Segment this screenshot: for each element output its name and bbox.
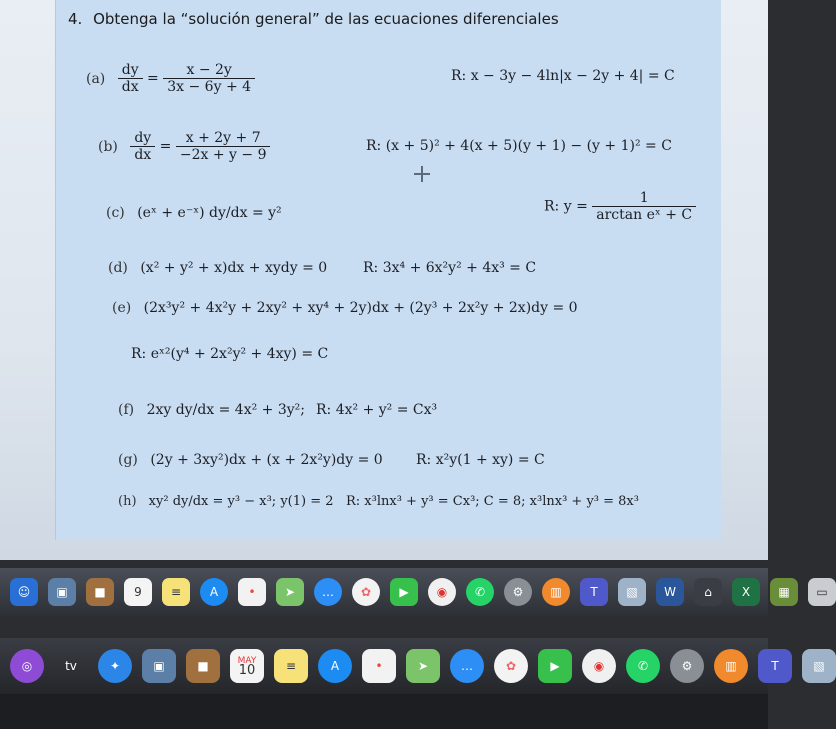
rhs-fraction [176, 130, 271, 163]
keynote-icon[interactable]: ⌂ [694, 578, 722, 606]
excel-icon[interactable]: X [732, 578, 760, 606]
notes-icon[interactable]: ≡ [274, 649, 308, 683]
frac-bot: −2x + y − 9 [179, 147, 267, 163]
frac-bot: dx [134, 147, 152, 163]
equation-e [112, 300, 578, 316]
maps-icon[interactable]: ➤ [406, 649, 440, 683]
calendar-day: 10 [238, 663, 256, 678]
equation-text: (x² + y² + x)dx + xydy = 0 [140, 260, 328, 276]
equation-h [118, 494, 334, 509]
contacts-icon[interactable]: ■ [86, 578, 114, 606]
frac-top: dy [130, 130, 155, 147]
equation-d [108, 260, 327, 276]
frac-top: x − 2y [163, 62, 255, 79]
item-label: (f) [118, 402, 135, 418]
equation-f [118, 402, 305, 418]
calendar-icon[interactable] [230, 649, 264, 683]
equation-text: 2xy dy/dx = 4x² + 3y²; [146, 402, 305, 418]
item-label: (g) [118, 452, 138, 468]
problem-number: 4. [68, 10, 83, 28]
item-label: (c) [106, 205, 125, 221]
crosshair-cursor-icon [414, 166, 430, 182]
answer-c [544, 190, 696, 223]
safari-icon[interactable]: ✦ [98, 649, 132, 683]
chrome-icon[interactable]: ◉ [582, 649, 616, 683]
reminders-icon[interactable]: • [238, 578, 266, 606]
trash-icon[interactable]: ▭ [808, 578, 836, 606]
books-icon[interactable]: ▥ [542, 578, 570, 606]
page-title [68, 10, 559, 28]
settings-icon[interactable]: ⚙ [504, 578, 532, 606]
frac-bot: dx [121, 79, 139, 95]
frac-bot: arctan eˣ + C [596, 207, 693, 223]
app-store-icon[interactable]: A [318, 649, 352, 683]
derivative [118, 62, 143, 95]
messages-icon[interactable]: … [314, 578, 342, 606]
item-label: (d) [108, 260, 128, 276]
item-label: (h) [118, 494, 137, 509]
equation-text: (eˣ + e⁻ˣ) dy/dx = y² [137, 205, 282, 221]
calendar-icon[interactable]: 9 [124, 578, 152, 606]
answer-e: R: eˣ²(y⁴ + 2x²y² + 4xy) = C [131, 346, 329, 362]
preview-icon[interactable]: ▧ [802, 649, 836, 683]
equation-b: (b) $\frac{dy}{dx}$ = $\frac{x + 2y + 7}{-2x + y - 9}$ [98, 130, 270, 163]
equation-text: xy² dy/dx = y³ − x³; y(1) = 2 [148, 494, 334, 509]
problem-title: Obtenga la “solución general” de las ecuaciones diferenciales [93, 10, 559, 28]
photo-icon[interactable]: ▣ [142, 649, 176, 683]
item-label: (e) [112, 300, 132, 316]
monitor-bezel [0, 694, 768, 729]
teams-icon[interactable]: T [758, 649, 792, 683]
frac-top: x + 2y + 7 [176, 130, 271, 147]
app-store-icon[interactable]: A [200, 578, 228, 606]
equation-a: (a) $\frac{dy}{dx}$ = $\frac{x - 2y}{3x - 6y + 4}$ [86, 62, 255, 95]
document-page [55, 0, 721, 540]
photos-icon[interactable]: ✿ [494, 649, 528, 683]
answer-h: R: x³lnx³ + y³ = Cx³; C = 8; x³lnx³ + y³ = 8x³ [346, 494, 639, 509]
podcasts-icon[interactable]: ◎ [10, 649, 44, 683]
apple-tv-label: tv [65, 659, 77, 673]
dock-bottom [0, 638, 825, 694]
frac-top: dy [118, 62, 143, 79]
facetime-icon[interactable]: ▶ [538, 649, 572, 683]
settings-icon[interactable]: ⚙ [670, 649, 704, 683]
reminders-icon[interactable]: • [362, 649, 396, 683]
teams-icon[interactable]: T [580, 578, 608, 606]
finder-icon[interactable]: ☺ [10, 578, 38, 606]
minecraft-icon[interactable]: ▦ [770, 578, 798, 606]
word-icon[interactable]: W [656, 578, 684, 606]
answer-f: R: 4x² + y² = Cx³ [316, 402, 438, 418]
equation-text: (2y + 3xy²)dx + (x + 2x²y)dy = 0 [150, 452, 383, 468]
whatsapp-icon[interactable]: ✆ [466, 578, 494, 606]
dock-top [0, 568, 828, 616]
maps-icon[interactable]: ➤ [276, 578, 304, 606]
equation-c [106, 205, 282, 221]
answer-fraction [592, 190, 696, 223]
photo-icon[interactable]: ▣ [48, 578, 76, 606]
answer-d: R: 3x⁴ + 6x²y² + 4x³ = C [363, 260, 537, 276]
answer-b: R: (x + 5)² + 4(x + 5)(y + 1) − (y + 1)² = C [366, 138, 672, 154]
facetime-icon[interactable]: ▶ [390, 578, 418, 606]
answer-a: R: x − 3y − 4ln|x − 2y + 4| = C [451, 68, 675, 84]
answer-prefix: R: y = [544, 198, 588, 215]
notes-icon[interactable]: ≡ [162, 578, 190, 606]
books-icon[interactable]: ▥ [714, 649, 748, 683]
calendar-month: MAY [237, 656, 257, 666]
item-label: (b) [98, 138, 118, 155]
apple-tv-icon[interactable] [54, 649, 88, 683]
item-label: (a) [86, 70, 106, 87]
photos-icon[interactable]: ✿ [352, 578, 380, 606]
derivative [130, 130, 155, 163]
frac-bot: 3x − 6y + 4 [167, 79, 252, 95]
frac-top: 1 [592, 190, 696, 207]
whatsapp-icon[interactable]: ✆ [626, 649, 660, 683]
equation-text: (2x³y² + 4x²y + 2xy² + xy⁴ + 2y)dx + (2y³ + 2x²y + 2x)dy = 0 [143, 300, 578, 316]
rhs-fraction [163, 62, 255, 95]
preview-icon[interactable]: ▧ [618, 578, 646, 606]
equation-g [118, 452, 383, 468]
messages-icon[interactable]: … [450, 649, 484, 683]
chrome-icon[interactable]: ◉ [428, 578, 456, 606]
answer-g: R: x²y(1 + xy) = C [416, 452, 545, 468]
contacts-icon[interactable]: ■ [186, 649, 220, 683]
